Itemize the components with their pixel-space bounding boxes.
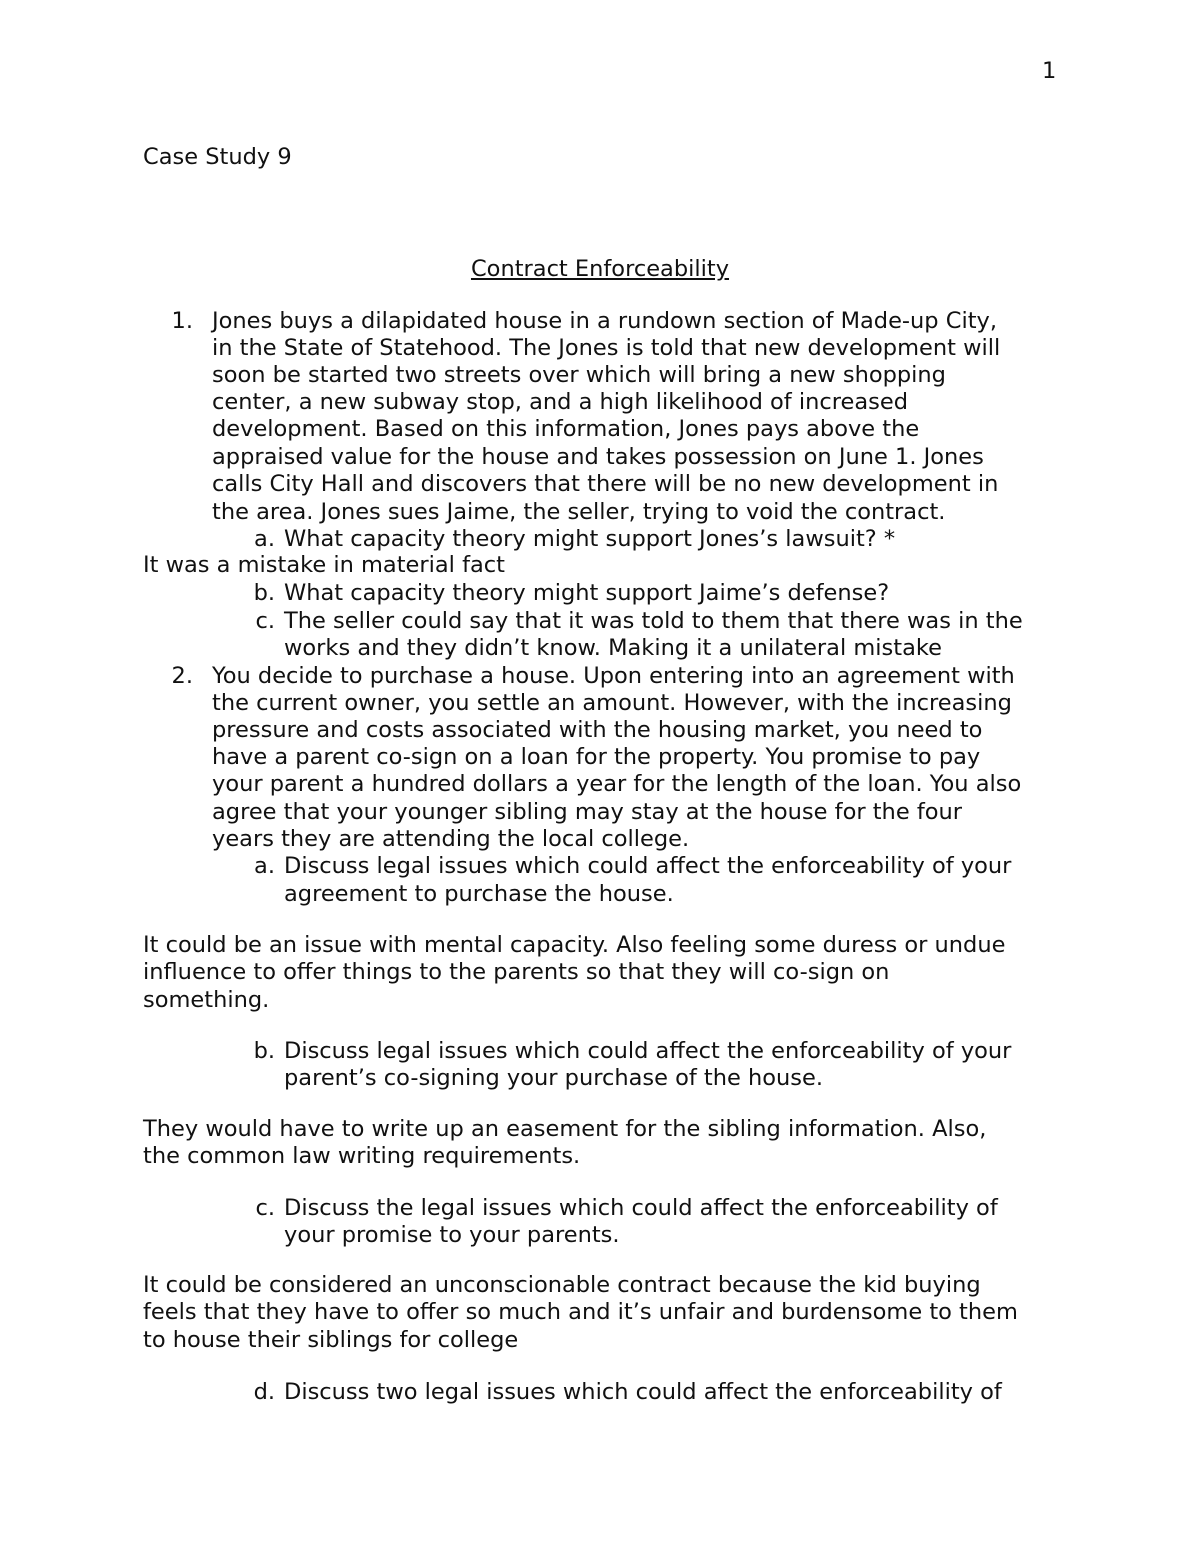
q2a-letter: a.: [254, 853, 275, 879]
q2c-answer-line: It could be considered an unconscionable contract because the kid buying: [143, 1272, 981, 1298]
q1-text-line: center, a new subway stop, and a high likelihood of increased: [212, 389, 908, 415]
q2-text-line: agree that your younger sibling may stay at the house for the four: [212, 799, 963, 825]
q2c-text-line: Discuss the legal issues which could affect the enforceability of: [284, 1195, 998, 1221]
q2c-answer-line: feels that they have to offer so much and it’s unfair and burdensome to them: [143, 1299, 1018, 1325]
q2a-answer-line: It could be an issue with mental capacity. Also feeling some duress or undue: [143, 932, 1006, 958]
q2-text-line: pressure and costs associated with the housing market, you need to: [212, 717, 983, 743]
q1-text-line: soon be started two streets over which will bring a new shopping: [212, 362, 946, 388]
q1a-letter: a.: [254, 526, 275, 552]
q2a-answer-line: influence to offer things to the parents so that they will co-sign on: [143, 959, 890, 985]
q2b-text-line: parent’s co-signing your purchase of the house.: [284, 1065, 824, 1091]
q2-text-line: your parent a hundred dollars a year for the length of the loan. You also: [212, 771, 1022, 797]
q1c-text-line: works and they didn’t know. Making it a unilateral mistake: [284, 635, 942, 661]
q1a-answer-line: It was a mistake in material fact: [143, 552, 505, 578]
q2a-answer-line: something.: [143, 987, 270, 1013]
q1a-text-line: What capacity theory might support Jones’s lawsuit? *: [284, 526, 896, 552]
q2b-answer-line: They would have to write up an easement for the sibling information. Also,: [143, 1116, 987, 1142]
q1-text-line: development. Based on this information, Jones pays above the: [212, 416, 920, 442]
q2b-answer-line: the common law writing requirements.: [143, 1143, 581, 1169]
q2-text-line: years they are attending the local college.: [212, 826, 690, 852]
q2-text-line: the current owner, you settle an amount. However, with the increasing: [212, 690, 1012, 716]
q2a-text-line: Discuss legal issues which could affect the enforceability of your: [284, 853, 1012, 879]
q2b-letter: b.: [253, 1038, 275, 1064]
q2-number: 2.: [171, 663, 193, 689]
q1b-text-line: What capacity theory might support Jaime’s defense?: [284, 580, 890, 606]
q2-text-line: have a parent co-sign on a loan for the property. You promise to pay: [212, 744, 981, 770]
q2c-answer-line: to house their siblings for college: [143, 1327, 519, 1353]
q1-text-line: appraised value for the house and takes possession on June 1. Jones: [212, 444, 984, 470]
q1-text-line: in the State of Statehood. The Jones is told that new development will: [212, 335, 1001, 361]
case-title: Case Study 9: [143, 144, 292, 170]
page-number: 1: [1042, 58, 1057, 84]
q1-text-line: Jones buys a dilapidated house in a rundown section of Made-up City,: [212, 308, 997, 334]
q1-number: 1.: [171, 308, 193, 334]
q2b-text-line: Discuss legal issues which could affect the enforceability of your: [284, 1038, 1012, 1064]
q2d-text-line: Discuss two legal issues which could affect the enforceability of: [284, 1379, 1002, 1405]
q1c-letter: c.: [255, 608, 275, 634]
document-title: Contract Enforceability: [470, 256, 730, 282]
q1c-text-line: The seller could say that it was told to them that there was in the: [284, 608, 1023, 634]
q2a-text-line: agreement to purchase the house.: [284, 881, 674, 907]
q2-text-line: You decide to purchase a house. Upon entering into an agreement with: [212, 663, 1015, 689]
q2c-letter: c.: [255, 1195, 275, 1221]
q1b-letter: b.: [253, 580, 275, 606]
q1-text-line: the area. Jones sues Jaime, the seller, trying to void the contract.: [212, 499, 946, 525]
q2c-text-line: your promise to your parents.: [284, 1222, 620, 1248]
q2d-letter: d.: [253, 1379, 275, 1405]
q1-text-line: calls City Hall and discovers that there will be no new development in: [212, 471, 999, 497]
